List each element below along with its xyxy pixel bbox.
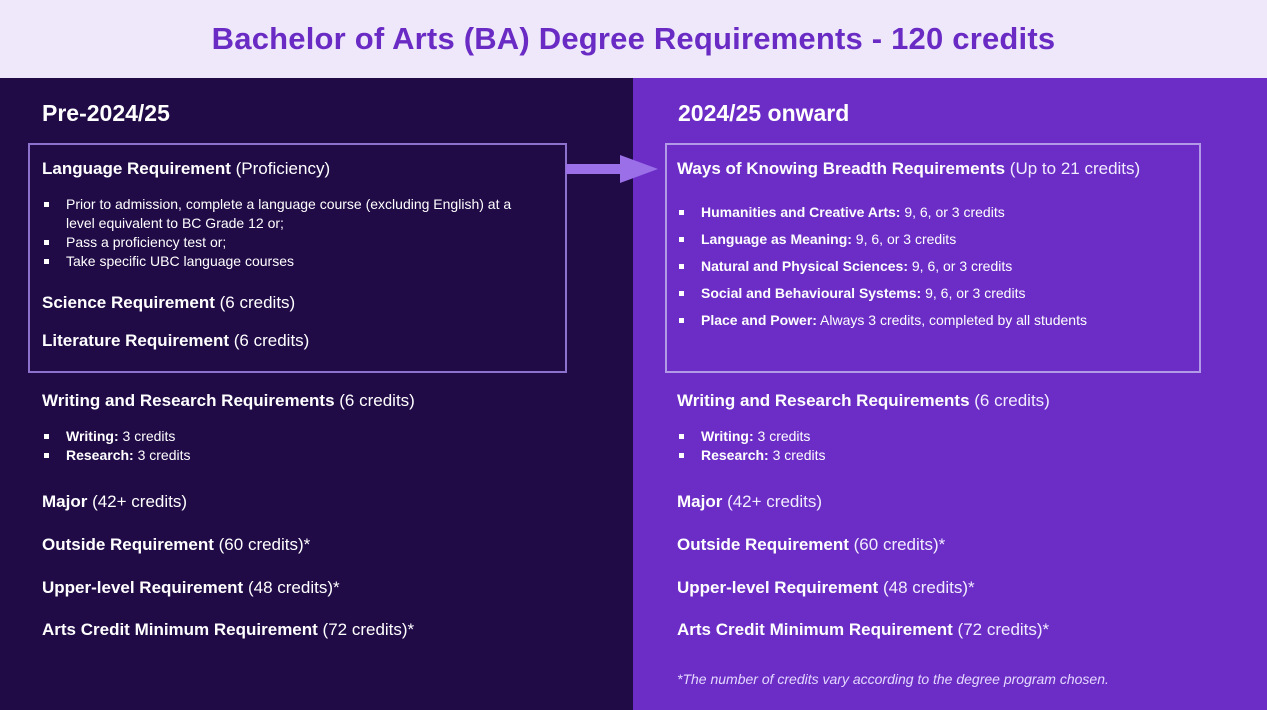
writing-research-title: Writing and Research Requirements (6 credits) [42,391,415,410]
header-banner [0,0,1267,78]
upper-level-requirement-title: Upper-level Requirement (48 credits)* [677,578,975,597]
arts-credit-minimum-title: Arts Credit Minimum Requirement (72 credits)* [42,620,415,639]
ways-of-knowing-title: Ways of Knowing Breadth Requirements (Up to 21 credits) [677,159,1141,178]
major-title: Major (42+ credits) [42,492,188,511]
language-requirement-list [42,195,542,271]
page-title: Bachelor of Arts (BA) Degree Requirements - 120 credits [211,21,1056,56]
pre-2024-panel [0,78,633,710]
list-item: Writing: 3 credits [677,427,1077,446]
ways-of-knowing-list [677,203,1177,338]
list-item: Humanities and Creative Arts: 9, 6, or 3 credits [677,203,1177,222]
arts-credit-minimum-title: Arts Credit Minimum Requirement (72 credits)* [677,620,1050,639]
list-item: Prior to admission, complete a language course (excluding English) at a level equivalent to BC Grade 12 or; [42,195,542,233]
pre-2024-heading: Pre-2024/25 [42,100,170,126]
major-title: Major (42+ credits) [677,492,823,511]
list-item: Place and Power: Always 3 credits, completed by all students [677,311,1177,330]
science-requirement-title: Science Requirement (6 credits) [42,293,296,312]
list-item: Research: 3 credits [677,446,1077,465]
arrow-right-icon [566,155,658,183]
2024-onward-heading: 2024/25 onward [678,100,850,126]
list-item: Writing: 3 credits [42,427,442,446]
outside-requirement-title: Outside Requirement (60 credits)* [42,535,311,554]
list-item: Pass a proficiency test or; [42,233,542,252]
outside-requirement-title: Outside Requirement (60 credits)* [677,535,946,554]
writing-research-title: Writing and Research Requirements (6 credits) [677,391,1050,410]
list-item: Natural and Physical Sciences: 9, 6, or 3 credits [677,257,1177,276]
2024-onward-panel [633,78,1267,710]
list-item: Language as Meaning: 9, 6, or 3 credits [677,230,1177,249]
list-item: Take specific UBC language courses [42,252,542,271]
upper-level-requirement-title: Upper-level Requirement (48 credits)* [42,578,340,597]
language-requirement-title: Language Requirement (Proficiency) [42,159,331,178]
writing-research-list [42,427,442,465]
list-item: Social and Behavioural Systems: 9, 6, or 3 credits [677,284,1177,303]
list-item: Research: 3 credits [42,446,442,465]
writing-research-list [677,427,1077,465]
literature-requirement-title: Literature Requirement (6 credits) [42,331,310,350]
footnote: *The number of credits vary according to the degree program chosen. [677,671,1109,687]
